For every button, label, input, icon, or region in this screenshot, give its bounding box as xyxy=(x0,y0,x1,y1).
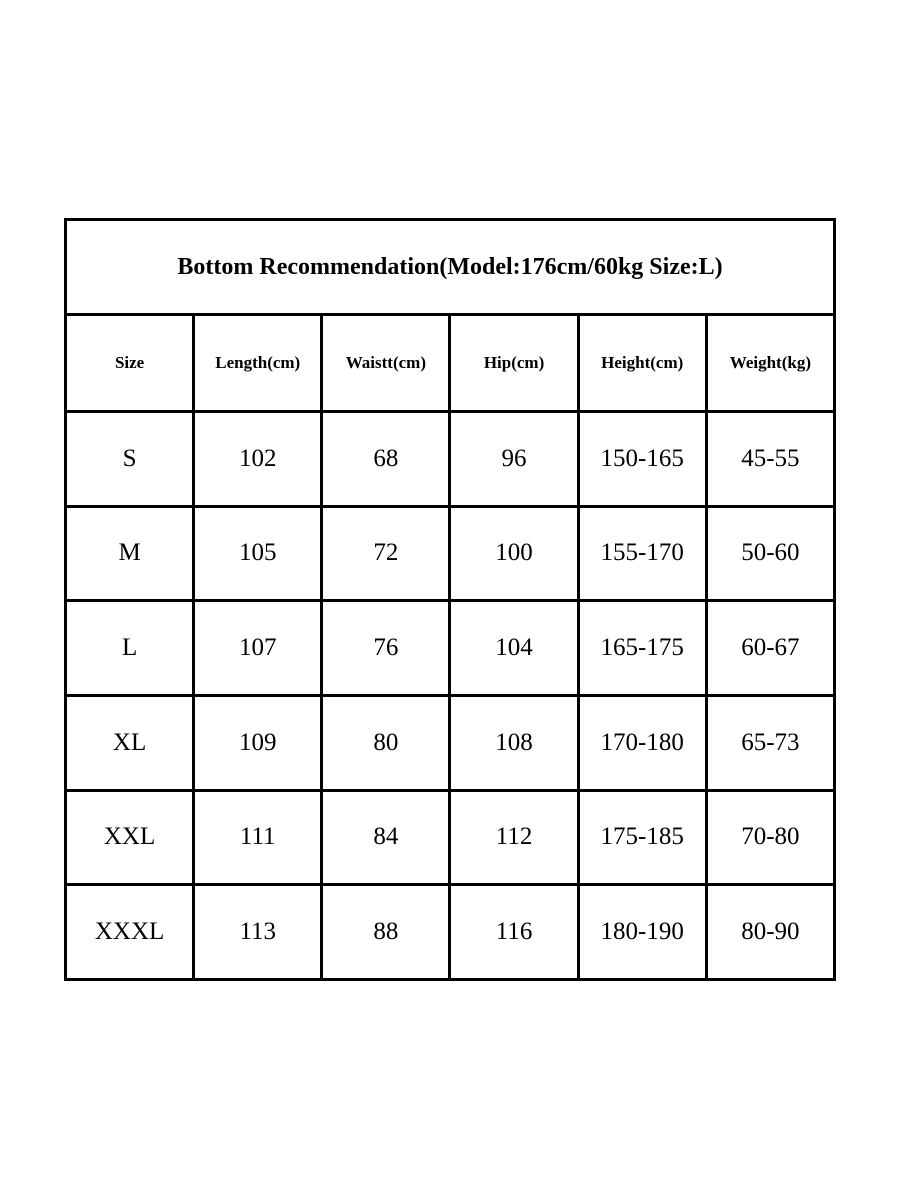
cell-hip: 96 xyxy=(450,412,578,507)
cell-size: L xyxy=(66,601,194,696)
cell-size: XXL xyxy=(66,790,194,885)
table-title-row xyxy=(66,220,835,315)
cell-size: M xyxy=(66,506,194,601)
cell-height: 170-180 xyxy=(578,695,706,790)
table-row xyxy=(66,412,835,507)
column-header-size: Size xyxy=(66,315,194,412)
table-row xyxy=(66,885,835,980)
cell-hip: 108 xyxy=(450,695,578,790)
size-chart-table xyxy=(64,218,836,981)
cell-length: 113 xyxy=(194,885,322,980)
cell-length: 107 xyxy=(194,601,322,696)
cell-hip: 112 xyxy=(450,790,578,885)
cell-height: 175-185 xyxy=(578,790,706,885)
column-header-waist: Waistt(cm) xyxy=(322,315,450,412)
table-row xyxy=(66,790,835,885)
cell-height: 180-190 xyxy=(578,885,706,980)
cell-waist: 80 xyxy=(322,695,450,790)
table-header-row xyxy=(66,315,835,412)
cell-waist: 84 xyxy=(322,790,450,885)
table-row xyxy=(66,506,835,601)
cell-height: 165-175 xyxy=(578,601,706,696)
cell-waist: 72 xyxy=(322,506,450,601)
table-row xyxy=(66,601,835,696)
column-header-hip: Hip(cm) xyxy=(450,315,578,412)
cell-weight: 65-73 xyxy=(706,695,834,790)
cell-waist: 88 xyxy=(322,885,450,980)
table-title: Bottom Recommendation(Model:176cm/60kg Size:L) xyxy=(66,220,835,315)
cell-hip: 100 xyxy=(450,506,578,601)
cell-size: XL xyxy=(66,695,194,790)
cell-size: S xyxy=(66,412,194,507)
cell-weight: 50-60 xyxy=(706,506,834,601)
cell-size: XXXL xyxy=(66,885,194,980)
cell-hip: 116 xyxy=(450,885,578,980)
cell-height: 150-165 xyxy=(578,412,706,507)
cell-weight: 45-55 xyxy=(706,412,834,507)
table-row xyxy=(66,695,835,790)
cell-waist: 76 xyxy=(322,601,450,696)
cell-length: 102 xyxy=(194,412,322,507)
cell-weight: 80-90 xyxy=(706,885,834,980)
column-header-height: Height(cm) xyxy=(578,315,706,412)
cell-length: 111 xyxy=(194,790,322,885)
cell-waist: 68 xyxy=(322,412,450,507)
cell-weight: 70-80 xyxy=(706,790,834,885)
cell-length: 109 xyxy=(194,695,322,790)
cell-weight: 60-67 xyxy=(706,601,834,696)
cell-height: 155-170 xyxy=(578,506,706,601)
column-header-length: Length(cm) xyxy=(194,315,322,412)
column-header-weight: Weight(kg) xyxy=(706,315,834,412)
cell-length: 105 xyxy=(194,506,322,601)
cell-hip: 104 xyxy=(450,601,578,696)
